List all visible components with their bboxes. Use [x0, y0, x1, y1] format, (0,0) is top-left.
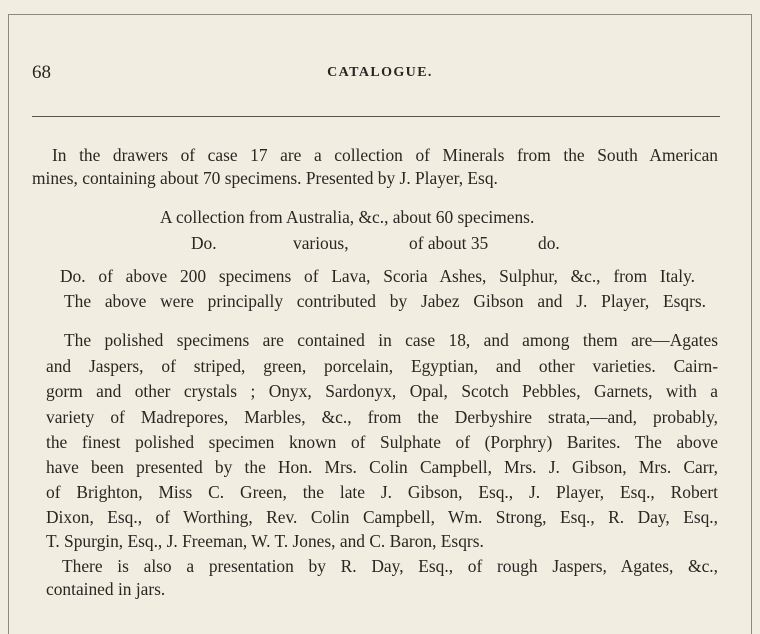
- list-item-3: Do. of above 200 specimens of Lava, Scoria Ashes, Sulphur, &c., from Italy.: [60, 266, 695, 286]
- para1-line-1: In the drawers of case 17 are a collection of Minerals from the South American: [52, 145, 718, 165]
- running-head: CATALOGUE.: [327, 65, 433, 80]
- para1-line-2: mines, containing about 70 specimens. Presented by J. Player, Esq.: [32, 168, 498, 188]
- list-item-2-col4: do.: [538, 233, 560, 253]
- para2-line-1: The polished specimens are contained in case 18, and among them are—Agates: [64, 330, 718, 350]
- para2-line-4: variety of Madrepores, Marbles, &c., from the Derbyshire strata,—and, probably,: [46, 407, 718, 427]
- list-item-2-col2: various,: [293, 233, 349, 253]
- para2-line-9: T. Spurgin, Esq., J. Freeman, W. T. Jones, and C. Baron, Esqrs.: [46, 531, 484, 551]
- page-number: 68: [32, 62, 51, 83]
- para2-line-3: gorm and other crystals ; Onyx, Sardonyx, Opal, Scotch Pebbles, Garnets, with a: [46, 381, 718, 401]
- list-item-1: A collection from Australia, &c., about 60 specimens.: [160, 207, 535, 227]
- para3-line-1: There is also a presentation by R. Day, Esq., of rough Jaspers, Agates, &c.,: [62, 556, 718, 576]
- list-item-2-col1: Do.: [191, 233, 217, 253]
- list-item-2-col3: of about 35: [409, 233, 489, 253]
- para2-line-8: Dixon, Esq., of Worthing, Rev. Colin Campbell, Wm. Strong, Esq., R. Day, Esq.,: [46, 507, 718, 527]
- para3-line-2: contained in jars.: [46, 579, 166, 599]
- para2-line-6: have been presented by the Hon. Mrs. Colin Campbell, Mrs. J. Gibson, Mrs. Carr,: [46, 457, 718, 477]
- page-header: [0, 62, 760, 86]
- header-rule: [32, 116, 720, 117]
- para2-line-2: and Jaspers, of striped, green, porcelain, Egyptian, and other varieties. Cairn-: [46, 356, 718, 376]
- para2-line-5: the finest polished specimen known of Sulphate of (Porphry) Barites. The above: [46, 432, 718, 452]
- para2-line-7: of Brighton, Miss C. Green, the late J. Gibson, Esq., J. Player, Esq., Robert: [46, 482, 718, 502]
- list-item-4: The above were principally contributed by Jabez Gibson and J. Player, Esqrs.: [64, 291, 706, 311]
